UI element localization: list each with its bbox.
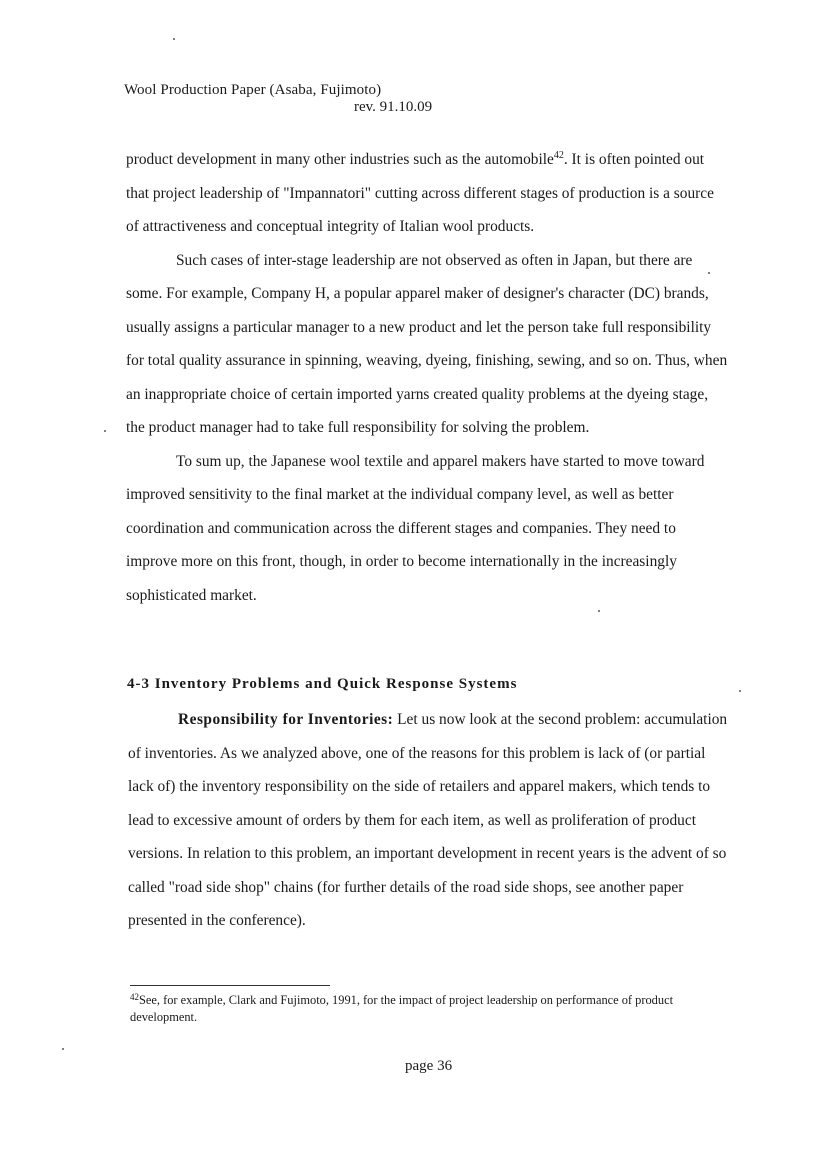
running-header-revision: rev. 91.10.09 bbox=[354, 99, 433, 115]
paragraph-2: Such cases of inter-stage leadership are not observed as often in Japan, but there are some. For example, Company H, a popular apparel maker of designer's character (DC) brands, usually assigns a particular manager to a new product and let the person take full responsibility for total quality assurance in spinning, weaving, dyeing, finishing, sewing, and so on. Thus, when an inappropriate choice of certain imported yarns created quality problems at the dyeing stage, the product manager had to take full responsibility for solving the problem. bbox=[126, 251, 728, 436]
scan-speck bbox=[173, 38, 175, 40]
footnote-number: 42 bbox=[130, 992, 139, 1002]
paragraph-4-text: Let us now look at the second problem: accumulation of inventories. As we analyzed above, one of the reasons for this problem is lack of (or partial lack of) the inventory responsibility on the side of retailers and apparel makers, which tends to lead to excessive amount of orders by them for each item, as well as proliferation of product versions. In relation to this problem, an important development in recent years is the advent of so called "road side shop" chains (for further details of the road side shops, see another paper presented in the conference). bbox=[128, 711, 728, 929]
scan-speck bbox=[739, 690, 741, 692]
scan-speck bbox=[598, 610, 600, 612]
paragraph-run-in-heading: Responsibility for Inventories: bbox=[178, 711, 394, 728]
scan-speck bbox=[104, 430, 106, 432]
paragraph-3: To sum up, the Japanese wool textile and apparel makers have started to move toward improved sensitivity to the final market at the individual company level, as well as better coordination and communication across the different stages and companies. They need to improve more on this front, though, in order to become internationally in the increasingly sophisticated market. bbox=[126, 452, 705, 604]
footnote-reference: 42 bbox=[553, 150, 564, 161]
scan-speck bbox=[708, 272, 710, 274]
running-header-title: Wool Production Paper (Asaba, Fujimoto) bbox=[124, 82, 382, 98]
footnote-text: See, for example, Clark and Fujimoto, 1991, for the impact of project leadership on performance of product development. bbox=[130, 993, 674, 1024]
paragraph-4 bbox=[128, 703, 728, 938]
section-body bbox=[128, 703, 728, 938]
paragraph-1 bbox=[126, 143, 730, 244]
paragraph-1-text-a: product development in many other industries such as the automobile bbox=[126, 151, 554, 168]
footnote-separator bbox=[130, 985, 330, 986]
scan-speck bbox=[62, 1048, 64, 1050]
body-text bbox=[126, 143, 730, 612]
paragraph-1-text-b: . It is often pointed out that project leadership of "Impannatori" cutting across different stages of production is a source of attractiveness and conceptual integrity of Italian wool products. bbox=[126, 151, 714, 235]
footnote bbox=[130, 992, 720, 1026]
page-number: page 36 bbox=[405, 1058, 453, 1074]
section-heading: 4-3 Inventory Problems and Quick Response Systems bbox=[127, 676, 518, 692]
